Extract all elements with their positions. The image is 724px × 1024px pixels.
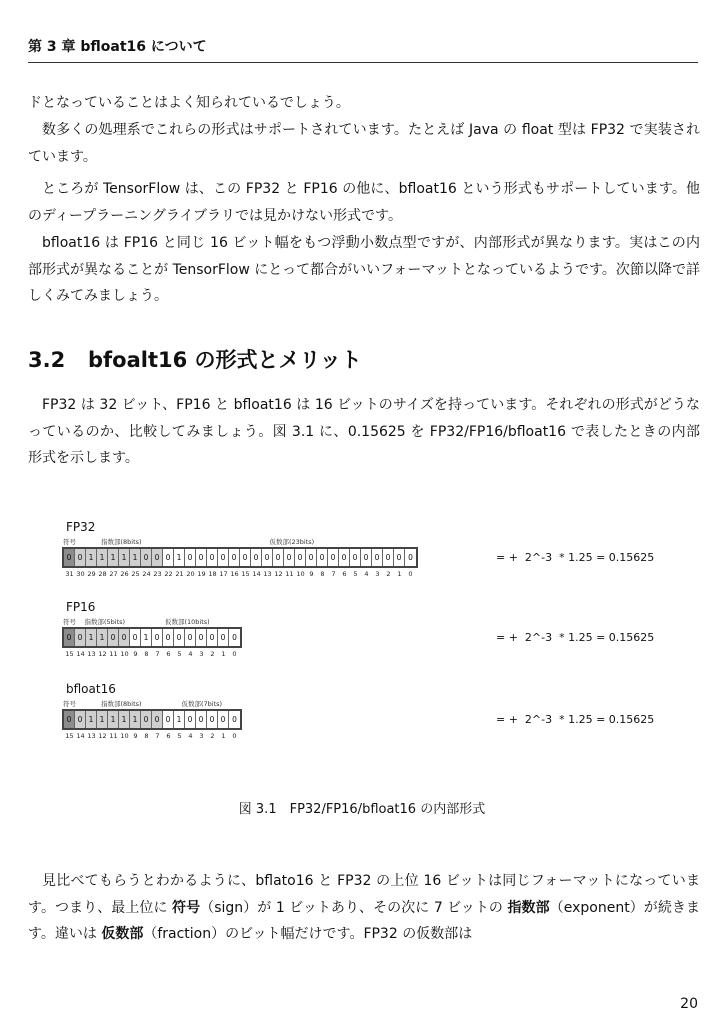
exponent-bit: 0 (141, 711, 152, 728)
fraction-bit: 0 (284, 549, 295, 566)
bit-index: 7 (155, 732, 160, 740)
fraction-bit: 0 (207, 711, 218, 728)
exponent-bit: 1 (97, 549, 108, 566)
fraction-bit: 0 (163, 629, 174, 646)
exponent-bit: 1 (130, 711, 141, 728)
bit-index: 13 (87, 732, 96, 740)
sign-field-label: 符号 (63, 618, 76, 626)
bit-row (62, 709, 242, 730)
sign-bit: 0 (64, 711, 75, 728)
fraction-bit: 0 (317, 549, 328, 566)
bit-index: 21 (175, 570, 184, 578)
bit-index: 14 (76, 732, 85, 740)
paragraph-comparison (28, 868, 700, 948)
bit-index: 19 (197, 570, 206, 578)
bit-index: 15 (241, 570, 250, 578)
bit-index: 13 (263, 570, 272, 578)
fraction-bit: 0 (295, 549, 306, 566)
bit-index: 28 (98, 570, 107, 578)
value-formula: = + 2^-3 * 1.25 = 0.15625 (496, 551, 655, 564)
term-fraction: 仮数部 (101, 926, 144, 942)
bit-index: 16 (230, 570, 239, 578)
exponent-bit: 0 (75, 549, 86, 566)
bit-index: 15 (65, 732, 74, 740)
bit-index: 2 (210, 732, 215, 740)
term-exponent: 指数部 (507, 899, 550, 916)
bit-index: 22 (164, 570, 173, 578)
bit-index: 2 (386, 570, 391, 578)
bit-index-row (64, 732, 240, 740)
bit-index: 5 (177, 650, 182, 658)
fraction-bit: 0 (361, 549, 372, 566)
bit-index-row (64, 650, 240, 658)
bit-index: 5 (177, 732, 182, 740)
exponent-bit: 1 (86, 711, 97, 728)
section-number: 3.2 (28, 348, 66, 372)
value-formula: = + 2^-3 * 1.25 = 0.15625 (496, 713, 655, 726)
bit-index: 1 (221, 732, 226, 740)
exponent-bit: 1 (108, 711, 119, 728)
paragraph-java: 数多くの処理系でこれらの形式はサポートされています。たとえば Java の float 型は FP32 で実装されています。 (28, 122, 700, 165)
exponent-bit: 0 (152, 549, 163, 566)
bit-index: 11 (285, 570, 294, 578)
fraction-bit: 0 (262, 549, 273, 566)
bit-index: 29 (87, 570, 96, 578)
text-segment: （exponent）が続きます。違いは (28, 899, 700, 942)
exponent-bit: 0 (75, 711, 86, 728)
exponent-bit: 1 (119, 711, 130, 728)
bit-index: 10 (296, 570, 305, 578)
bit-index: 23 (153, 570, 162, 578)
bit-index: 31 (65, 570, 74, 578)
bit-index: 3 (199, 650, 204, 658)
fraction-bit: 0 (229, 549, 240, 566)
bit-row (62, 627, 242, 648)
bit-index: 17 (219, 570, 228, 578)
format-name: FP32 (66, 520, 96, 534)
bit-index: 4 (188, 650, 193, 658)
exponent-field-label: 指数部(8bits) (101, 700, 142, 708)
sign-bit: 0 (64, 629, 75, 646)
bit-index: 0 (232, 732, 237, 740)
fraction-bit: 0 (350, 549, 361, 566)
exponent-bit: 1 (130, 549, 141, 566)
fraction-bit: 0 (405, 549, 416, 566)
fraction-field-label: 仮数部(7bits) (181, 700, 223, 708)
bit-index: 6 (166, 650, 171, 658)
fraction-bit: 0 (372, 549, 383, 566)
fraction-bit: 0 (383, 549, 394, 566)
term-sign: 符号 (172, 899, 201, 916)
bit-index: 5 (353, 570, 358, 578)
fraction-bit: 0 (229, 629, 240, 646)
sign-bit: 0 (64, 549, 75, 566)
paragraph-section-intro: FP32 は 32 ビット、FP16 と bfloat16 は 16 ビットのサイズを持っています。それぞれの形式がどうなっているのか、比較してみましょう。図 3.1 に、0.15625 を FP32/FP16/bfloat16 で表したときの内部形式を示します。 (28, 397, 700, 466)
bit-index: 12 (98, 732, 107, 740)
fraction-bit: 0 (185, 629, 196, 646)
fraction-bit: 0 (251, 549, 262, 566)
fraction-bit: 0 (339, 549, 350, 566)
bit-index: 8 (144, 732, 149, 740)
bit-index: 3 (199, 732, 204, 740)
fraction-bit: 0 (163, 711, 174, 728)
exponent-bit: 1 (119, 549, 130, 566)
fraction-bit: 0 (218, 549, 229, 566)
exponent-bit: 0 (141, 549, 152, 566)
fraction-bit: 0 (306, 549, 317, 566)
bit-index: 14 (252, 570, 261, 578)
format-name: bfloat16 (66, 682, 116, 696)
fraction-bit: 0 (185, 711, 196, 728)
bit-index: 24 (142, 570, 151, 578)
paragraph-continuation: ドとなっていることはよく知られているでしょう。 (28, 95, 350, 111)
fraction-bit: 0 (328, 549, 339, 566)
fraction-field-label: 仮数部(10bits) (165, 618, 210, 626)
fraction-bit: 0 (218, 629, 229, 646)
bit-index-row (64, 570, 416, 578)
fraction-bit: 0 (218, 711, 229, 728)
bit-index: 12 (274, 570, 283, 578)
exponent-bit: 0 (119, 629, 130, 646)
fraction-bit: 1 (141, 629, 152, 646)
section-title: bfoalt16 の形式とメリット (88, 348, 362, 372)
exponent-field-label: 指数部(5bits) (84, 618, 126, 626)
fraction-bit: 0 (152, 629, 163, 646)
paragraph-tensorflow: ところが TensorFlow は、この FP32 と FP16 の他に、bfloat16 という形式もサポートしています。他のディープラーニングライブラリでは見かけない形式です。 (28, 181, 700, 224)
text-segment: （sign）が 1 ビットあり、その次に 7 ビットの (200, 899, 508, 916)
paragraph-bfloat16-intro: bfloat16 は FP16 と同じ 16 ビット幅をもつ浮動小数点型ですが、内部形式が異なります。実はこの内部形式が異なることが TensorFlow にとって都合がいいフォーマットとなっているようです。次節以降で詳しくみてみましょう。 (28, 235, 700, 304)
bit-index: 25 (131, 570, 140, 578)
bit-index: 9 (133, 732, 138, 740)
fraction-bit: 0 (196, 711, 207, 728)
exponent-bit: 1 (97, 711, 108, 728)
bit-index: 15 (65, 650, 74, 658)
page-number: 20 (680, 996, 698, 1012)
fraction-bit: 1 (174, 711, 185, 728)
bit-index: 6 (342, 570, 347, 578)
value-formula: = + 2^-3 * 1.25 = 0.15625 (496, 631, 655, 644)
bit-index: 26 (120, 570, 129, 578)
bit-index: 4 (188, 732, 193, 740)
exponent-bit: 1 (97, 629, 108, 646)
format-name: FP16 (66, 600, 96, 614)
text-segment: （fraction）のビット幅だけです。FP32 の仮数部は (143, 926, 473, 942)
bit-index: 4 (364, 570, 369, 578)
bit-index: 14 (76, 650, 85, 658)
sign-field-label: 符号 (63, 700, 76, 708)
fraction-bit: 0 (196, 629, 207, 646)
bit-index: 3 (375, 570, 380, 578)
figure-caption: 図 3.1 FP32/FP16/bfloat16 の内部形式 (238, 802, 486, 817)
fraction-bit: 0 (207, 549, 218, 566)
fraction-bit: 0 (394, 549, 405, 566)
exponent-bit: 0 (152, 711, 163, 728)
fraction-bit: 0 (185, 549, 196, 566)
bit-index: 11 (109, 732, 118, 740)
text-segment: 見比べてもらうとわかるように、bflato16 と FP32 の上位 16 ビットは同じフォーマットになっています。つまり、最上位に (28, 873, 700, 916)
bit-index: 30 (76, 570, 85, 578)
fraction-bit: 0 (174, 629, 185, 646)
bit-index: 10 (120, 650, 129, 658)
bit-index: 8 (144, 650, 149, 658)
fraction-bit: 0 (130, 629, 141, 646)
bit-index: 7 (331, 570, 336, 578)
bit-index: 1 (221, 650, 226, 658)
exponent-field-label: 指数部(8bits) (101, 538, 142, 546)
fraction-bit: 0 (207, 629, 218, 646)
bit-index: 13 (87, 650, 96, 658)
bit-index: 10 (120, 732, 129, 740)
bit-index: 8 (320, 570, 325, 578)
bit-index: 9 (309, 570, 314, 578)
running-header: 第 3 章 bfloat16 について (28, 36, 698, 63)
bit-index: 0 (232, 650, 237, 658)
section-heading (28, 344, 362, 374)
bit-index: 6 (166, 732, 171, 740)
bit-index: 11 (109, 650, 118, 658)
bit-index: 2 (210, 650, 215, 658)
exponent-bit: 1 (86, 629, 97, 646)
exponent-bit: 1 (86, 549, 97, 566)
bit-index: 20 (186, 570, 195, 578)
sign-field-label: 符号 (63, 538, 76, 546)
fraction-bit: 0 (163, 549, 174, 566)
bit-index: 1 (397, 570, 402, 578)
bit-row (62, 547, 418, 568)
bit-index: 12 (98, 650, 107, 658)
fraction-bit: 0 (273, 549, 284, 566)
bit-index: 7 (155, 650, 160, 658)
fraction-field-label: 仮数部(23bits) (269, 538, 315, 546)
fraction-bit: 1 (174, 549, 185, 566)
bit-index: 27 (109, 570, 118, 578)
exponent-bit: 0 (108, 629, 119, 646)
fraction-bit: 0 (229, 711, 240, 728)
exponent-bit: 1 (108, 549, 119, 566)
bit-index: 9 (133, 650, 138, 658)
fraction-bit: 0 (196, 549, 207, 566)
fraction-bit: 0 (240, 549, 251, 566)
bit-index: 0 (408, 570, 413, 578)
bit-index: 18 (208, 570, 217, 578)
exponent-bit: 0 (75, 629, 86, 646)
